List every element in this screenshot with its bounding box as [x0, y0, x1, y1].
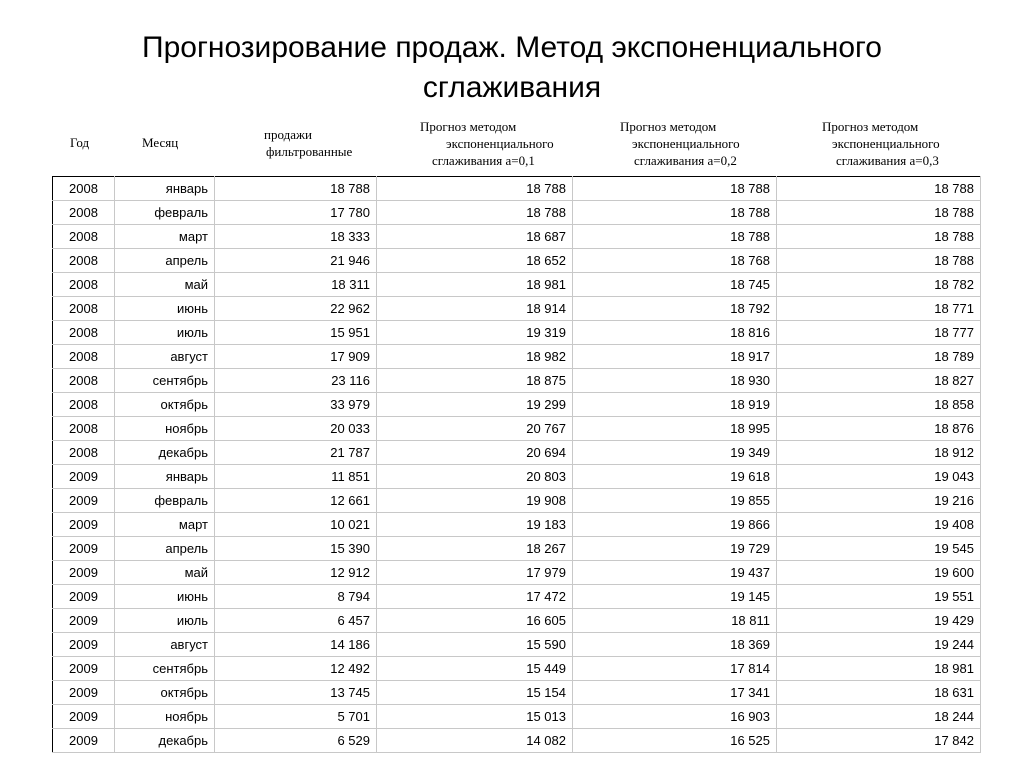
sales-cell: 10 021 [215, 513, 377, 537]
forecast-a01-cell: 18 875 [377, 369, 573, 393]
sales-cell: 12 661 [215, 489, 377, 513]
forecast-a01-cell: 18 788 [377, 201, 573, 225]
header-forecast-02-line-1: Прогноз методом [620, 119, 717, 134]
month-cell: декабрь [115, 441, 215, 465]
header-forecast-03-line-3: сглаживания а=0,3 [836, 153, 939, 168]
month-cell: декабрь [115, 729, 215, 753]
forecast-a03-cell: 19 043 [777, 465, 981, 489]
forecast-a03-cell: 19 408 [777, 513, 981, 537]
table-row [53, 249, 981, 273]
sales-cell: 17 909 [215, 345, 377, 369]
table-row [53, 537, 981, 561]
month-cell: июль [115, 321, 215, 345]
year-cell: 2008 [53, 297, 115, 321]
forecast-a02-cell: 19 437 [573, 561, 777, 585]
forecast-a01-cell: 16 605 [377, 609, 573, 633]
table-row [53, 417, 981, 441]
forecast-a02-cell: 18 919 [573, 393, 777, 417]
sales-cell: 17 780 [215, 201, 377, 225]
year-cell: 2008 [53, 369, 115, 393]
month-cell: апрель [115, 537, 215, 561]
forecast-a03-cell: 19 429 [777, 609, 981, 633]
forecast-a03-cell: 18 876 [777, 417, 981, 441]
forecast-a01-cell: 15 590 [377, 633, 573, 657]
forecast-a02-cell: 19 349 [573, 441, 777, 465]
sales-cell: 8 794 [215, 585, 377, 609]
year-cell: 2009 [53, 705, 115, 729]
table-row [53, 489, 981, 513]
sales-cell: 20 033 [215, 417, 377, 441]
year-cell: 2009 [53, 681, 115, 705]
forecast-a01-cell: 15 154 [377, 681, 573, 705]
year-cell: 2009 [53, 729, 115, 753]
sales-cell: 15 390 [215, 537, 377, 561]
forecast-a02-cell: 19 145 [573, 585, 777, 609]
year-cell: 2009 [53, 513, 115, 537]
month-cell: январь [115, 465, 215, 489]
forecast-a01-cell: 17 472 [377, 585, 573, 609]
header-month-label: Месяц [142, 135, 179, 150]
slide-title-line-2: сглаживания [422, 71, 602, 104]
forecast-a01-cell: 14 082 [377, 729, 573, 753]
header-forecast-02-line-3: сглаживания а=0,2 [634, 153, 737, 168]
month-cell: ноябрь [115, 705, 215, 729]
header-sales-line-1: продажи [264, 127, 312, 142]
sales-cell: 18 788 [215, 177, 377, 201]
table-row [53, 321, 981, 345]
header-month [142, 134, 178, 151]
month-cell: сентябрь [115, 657, 215, 681]
sales-cell: 13 745 [215, 681, 377, 705]
year-cell: 2008 [53, 345, 115, 369]
forecast-a01-cell: 17 979 [377, 561, 573, 585]
forecast-a03-cell: 18 827 [777, 369, 981, 393]
month-cell: февраль [115, 201, 215, 225]
table-row [53, 705, 981, 729]
table-row [53, 513, 981, 537]
year-cell: 2008 [53, 201, 115, 225]
table-row [53, 657, 981, 681]
forecast-a03-cell: 18 631 [777, 681, 981, 705]
header-sales-line-2: фильтрованные [266, 144, 353, 159]
sales-cell: 5 701 [215, 705, 377, 729]
table-row [53, 561, 981, 585]
forecast-a03-cell: 18 981 [777, 657, 981, 681]
month-cell: июль [115, 609, 215, 633]
sales-cell: 6 529 [215, 729, 377, 753]
forecast-a02-cell: 18 816 [573, 321, 777, 345]
forecast-a02-cell: 18 788 [573, 201, 777, 225]
forecast-a03-cell: 19 244 [777, 633, 981, 657]
forecast-a03-cell: 19 545 [777, 537, 981, 561]
forecast-a01-cell: 18 652 [377, 249, 573, 273]
forecast-a02-cell: 18 995 [573, 417, 777, 441]
table-row [53, 201, 981, 225]
table-row [53, 345, 981, 369]
year-cell: 2008 [53, 177, 115, 201]
header-year-label: Год [70, 135, 90, 150]
forecast-a01-cell: 15 013 [377, 705, 573, 729]
sales-cell: 18 311 [215, 273, 377, 297]
month-cell: ноябрь [115, 417, 215, 441]
forecast-a01-cell: 18 981 [377, 273, 573, 297]
month-cell: май [115, 273, 215, 297]
forecast-a02-cell: 18 745 [573, 273, 777, 297]
forecast-a03-cell: 18 244 [777, 705, 981, 729]
month-cell: август [115, 633, 215, 657]
forecast-a02-cell: 16 525 [573, 729, 777, 753]
forecast-a01-cell: 18 982 [377, 345, 573, 369]
forecast-a02-cell: 19 866 [573, 513, 777, 537]
month-cell: сентябрь [115, 369, 215, 393]
year-cell: 2009 [53, 657, 115, 681]
forecast-a03-cell: 18 912 [777, 441, 981, 465]
table-row [53, 273, 981, 297]
table-body [53, 177, 981, 753]
year-cell: 2009 [53, 489, 115, 513]
sales-cell: 21 787 [215, 441, 377, 465]
header-forecast-02-line-2: экспоненциального [632, 136, 740, 151]
forecast-a03-cell: 19 551 [777, 585, 981, 609]
header-forecast-03-line-2: экспоненциального [832, 136, 940, 151]
month-cell: март [115, 225, 215, 249]
forecast-a02-cell: 18 369 [573, 633, 777, 657]
table-row [53, 393, 981, 417]
forecast-a01-cell: 15 449 [377, 657, 573, 681]
forecast-a03-cell: 18 858 [777, 393, 981, 417]
forecast-a01-cell: 18 687 [377, 225, 573, 249]
forecast-a02-cell: 17 814 [573, 657, 777, 681]
header-forecast-03 [822, 118, 940, 169]
header-sales [264, 126, 352, 160]
forecast-a03-cell: 17 842 [777, 729, 981, 753]
header-year [70, 134, 89, 151]
table-row [53, 369, 981, 393]
sales-forecast-table [52, 176, 981, 753]
forecast-a03-cell: 18 788 [777, 201, 981, 225]
header-forecast-01-line-1: Прогноз методом [420, 119, 517, 134]
month-cell: июнь [115, 585, 215, 609]
year-cell: 2008 [53, 417, 115, 441]
forecast-a02-cell: 18 930 [573, 369, 777, 393]
forecast-a03-cell: 18 771 [777, 297, 981, 321]
forecast-a03-cell: 18 788 [777, 177, 981, 201]
forecast-a01-cell: 20 694 [377, 441, 573, 465]
forecast-a03-cell: 18 789 [777, 345, 981, 369]
header-forecast-01-line-3: сглаживания а=0,1 [432, 153, 535, 168]
forecast-a02-cell: 18 917 [573, 345, 777, 369]
year-cell: 2009 [53, 609, 115, 633]
month-cell: апрель [115, 249, 215, 273]
table-row [53, 225, 981, 249]
month-cell: октябрь [115, 393, 215, 417]
sales-cell: 12 912 [215, 561, 377, 585]
sales-cell: 33 979 [215, 393, 377, 417]
year-cell: 2008 [53, 441, 115, 465]
sales-cell: 11 851 [215, 465, 377, 489]
year-cell: 2009 [53, 633, 115, 657]
table-row [53, 729, 981, 753]
forecast-a03-cell: 18 777 [777, 321, 981, 345]
forecast-a02-cell: 19 729 [573, 537, 777, 561]
sales-cell: 12 492 [215, 657, 377, 681]
forecast-a02-cell: 17 341 [573, 681, 777, 705]
year-cell: 2009 [53, 465, 115, 489]
table-row [53, 633, 981, 657]
forecast-a02-cell: 18 788 [573, 177, 777, 201]
forecast-a02-cell: 19 855 [573, 489, 777, 513]
month-cell: май [115, 561, 215, 585]
sales-cell: 22 962 [215, 297, 377, 321]
forecast-a02-cell: 18 792 [573, 297, 777, 321]
year-cell: 2008 [53, 393, 115, 417]
slide-title [0, 28, 1024, 108]
year-cell: 2008 [53, 249, 115, 273]
header-forecast-01 [420, 118, 554, 169]
forecast-a01-cell: 18 267 [377, 537, 573, 561]
table-row [53, 585, 981, 609]
forecast-a03-cell: 18 788 [777, 225, 981, 249]
month-cell: август [115, 345, 215, 369]
forecast-a01-cell: 18 914 [377, 297, 573, 321]
forecast-a01-cell: 20 803 [377, 465, 573, 489]
forecast-a01-cell: 20 767 [377, 417, 573, 441]
table-row [53, 297, 981, 321]
slide-title-line-1: Прогнозирование продаж. Метод экспоненциального [142, 31, 882, 64]
sales-cell: 6 457 [215, 609, 377, 633]
header-forecast-01-line-2: экспоненциального [446, 136, 554, 151]
forecast-a02-cell: 18 788 [573, 225, 777, 249]
table-row [53, 465, 981, 489]
forecast-a01-cell: 19 319 [377, 321, 573, 345]
sales-cell: 15 951 [215, 321, 377, 345]
forecast-a01-cell: 19 299 [377, 393, 573, 417]
month-cell: январь [115, 177, 215, 201]
sales-cell: 21 946 [215, 249, 377, 273]
year-cell: 2008 [53, 321, 115, 345]
forecast-a02-cell: 16 903 [573, 705, 777, 729]
forecast-a01-cell: 19 183 [377, 513, 573, 537]
forecast-a01-cell: 18 788 [377, 177, 573, 201]
sales-cell: 14 186 [215, 633, 377, 657]
sales-cell: 18 333 [215, 225, 377, 249]
year-cell: 2009 [53, 537, 115, 561]
month-cell: июнь [115, 297, 215, 321]
header-forecast-03-line-1: Прогноз методом [822, 119, 919, 134]
month-cell: октябрь [115, 681, 215, 705]
forecast-a03-cell: 18 782 [777, 273, 981, 297]
month-cell: март [115, 513, 215, 537]
year-cell: 2008 [53, 225, 115, 249]
forecast-a02-cell: 18 811 [573, 609, 777, 633]
forecast-a03-cell: 19 600 [777, 561, 981, 585]
table-row [53, 177, 981, 201]
forecast-a01-cell: 19 908 [377, 489, 573, 513]
year-cell: 2009 [53, 585, 115, 609]
forecast-a02-cell: 18 768 [573, 249, 777, 273]
table-row [53, 681, 981, 705]
table-row [53, 609, 981, 633]
forecast-a02-cell: 19 618 [573, 465, 777, 489]
year-cell: 2009 [53, 561, 115, 585]
sales-cell: 23 116 [215, 369, 377, 393]
table-row [53, 441, 981, 465]
year-cell: 2008 [53, 273, 115, 297]
forecast-a03-cell: 19 216 [777, 489, 981, 513]
forecast-a03-cell: 18 788 [777, 249, 981, 273]
month-cell: февраль [115, 489, 215, 513]
header-forecast-02 [620, 118, 740, 169]
